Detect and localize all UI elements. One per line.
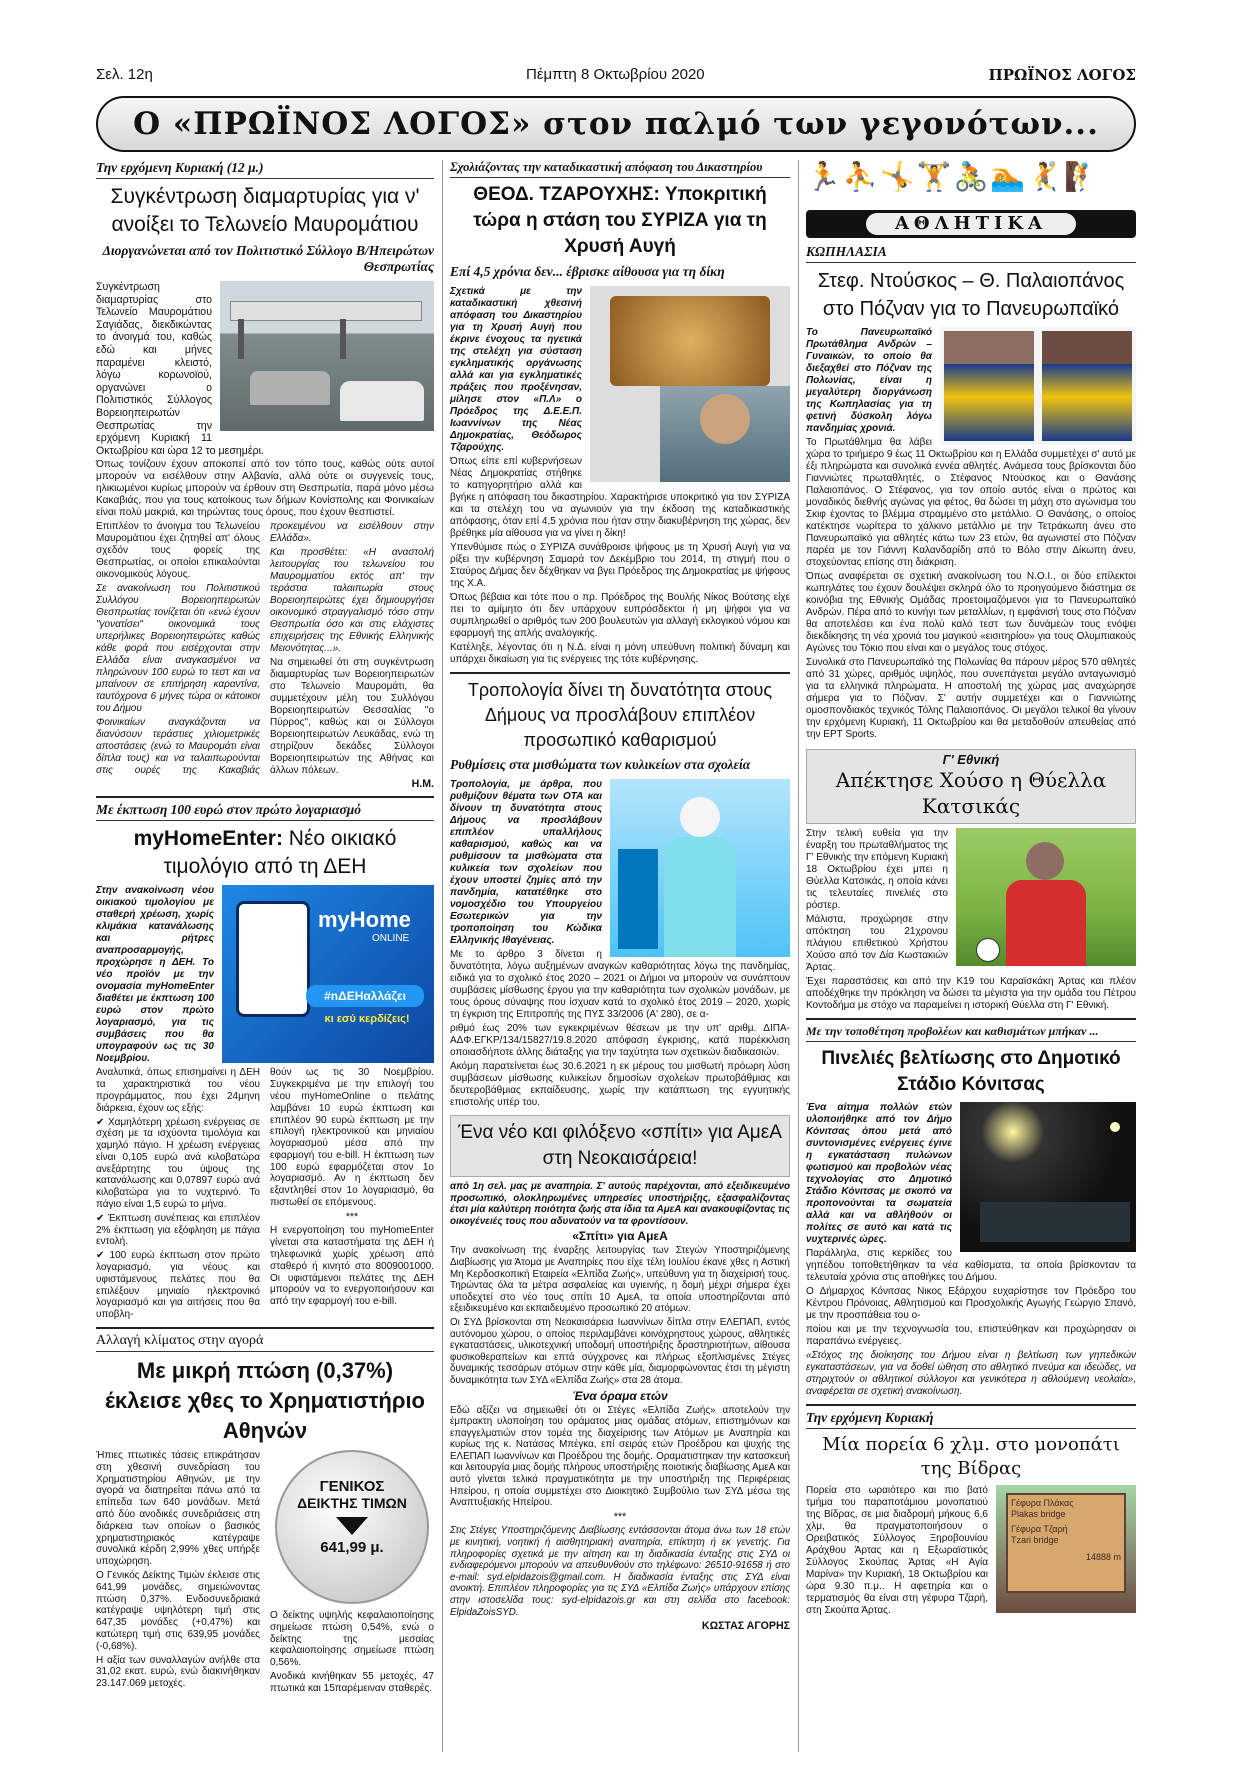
article-paragraph: Ήπιες πτωτικές τάσεις επικράτησαν στη χθεσινή συνεδρίαση του Χρηματιστηρίου Αθηνών, με την αγορά να διατηρείται πάνω από τα επίπεδα των 640 μονάδων. Μετά από δύο ανοδικές συνεδριάσεις στη διάρκεια των οποίων ο βασικός χρηματιστηριακός κατέγραψε συνολικά κέρδη 2,99% χθες υπήρξε υποχώρηση. [96,1450,260,1568]
article-paragraph: Πορεία στο ωραιότερο και πιο βατό τμήμα του παραποτάμιου μονοπατιού της Βίδρας, σε μια διαδρομή μήκους 6,6 χλμ, θα πραγματοποιήσουν ο Ορειβατικός Σύλλογος Ξηροβουνίου Αράχθου Άρτας και η Εξωραϊστικός Σύλλογος Σκούπας Άρτας «Η Αγία Μαρίνα» την Κυριακή, 18 Οκτωβρίου και ώρα 9.30 π.μ.. Η αφετηρία και ο τερματισμός θα είναι στη γέφυρα Τζαρή, στη Σκούπα Άρτας. [806,1485,988,1616]
article-paragraph: Οι ΣΥΔ βρίσκονται στη Νεοκαισάρεια Ιωαννίνων δίπλα στην ΕΛΕΠΑΠ, εντός αυτόνομου χώρου, ο οποίος περιλαμβάνει κοινόχρηστους χώρους, αθλητικές εγκαταστάσεις, υλικοτεχνική υποδομή υποστήριξης δραστηριοτήτων, αίθουσα φυσικοθεραπείων και επτά σύγχρονες και πλήρως εξοπλισμένες Στέγες δυναμικής τεσσάρων ατόμων στην κάθε μία, διαμορφώνοντας έτσι τη μέγιστη δυναμικότητα των ΣΥΔ «Ελπίδα Ζωής» στα 28 άτομα. [450,1316,790,1386]
page-header [96,66,1136,88]
article-lead: Ένα αίτημα πολλών ετών υλοποιήθηκε από τον Δήμο Κόνιτσας όπου μετά από συντονισμένες ενέργειες έγινε η εγκατάσταση πυλώνων φωτισμού και προβολών νέας τεχνολογίας στο Δημοτικό Στάδιο Κόνιτσας με σκοπό να προπονούνται τα σωματεία αλλά και να αθλήθούν οι πολίτες σε αυτό και κατά τις νυχτερινές ώρες. [806,1102,952,1245]
article-paragraph: Κατέληξε, λέγοντας ότι η Ν.Δ. είναι η μόνη υπεύθυνη πολιτική δύναμη και υπάρχει δικαίωση για τις ενέργειες της τότε κυβέρνησης. [450,642,790,665]
article-kicker: Την ερχόμενη Κυριακή [806,1410,1136,1429]
article-subtitle: Ρυθμίσεις στα μισθώματα των κυλικείων στα σχολεία [450,757,751,772]
article-paragraph: Την ανακοίνωση της έναρξης λειτουργίας των Στεγών Υποστηριζόμενης Διαβίωσης για Άτομα με Αναπηρίες που είχε τέλη Ιουλίου έκανε χθες η Αστική Μη Κερδοσκοπική Εταιρεία «Ελπίδα Ζωής», υπεύθυνη για τη διαχείρισή τους. Τηρώντας όλα τα μέτρα ασφαλείας και υγιεινής, η δομή μέχρι σήμερα έχει υποδεχτεί στο νέο τους σπίτι 10 ΑμεΑ, τα οποία υποστηρίζονται από εξειδικευμένο και εκπαιδευμένο προσωπικό 20 ατόμων. [450,1245,790,1315]
article-headline: Πινελιές βελτίωσης στο Δημοτικό Στάδιο Κόνιτσας [821,1048,1121,1095]
sign-text: Tzari bridge [1011,1535,1059,1545]
article-paragraph: Το Πρωτάθλημα θα λάβει χώρα το τριήμερο 9 έως 11 Οκτωβρίου και η Ελλάδα συμμετέχει σ' αυτό με έξι πληρώματα και συνολικά εννέα αθλητές. Ανάμεσα τους βρίσκονται δύο Γιαννιώτες πρωταθλητές, ο Στέφανος Ντούσκος και ο Θανάσης Παλαιοπάνος. Ο Στέφανος, για τον οποίο αυτός είναι ο πρώτος και μοναδικός διεθνής αγώνας για φέτος, θα δώσει τη μάχη στο αγώνισμα του Σκιφ έχοντας το βλέμμα στραμμένο στο μετάλλιο. Ο Θανάσης, ο οποίος κατέκτησε νωρίτερα το χάλκινο μετάλλιο με την Τετράκωπη άνευ στο Πανευρωπαϊκό για αθλητές κάτω των 23 ετών, θα αγωνιστεί στο Πόζναν παρέα με τον Γιάννη Καλανδαρίδη από το Βόλο στην Δίκωπη άνευ, στοχεύοντας επίσης στη διάκριση. [806,437,1136,568]
article-paragraph: Όπως είπε επί κυβερνήσεων Νέας Δημοκρατίας στήθηκε το κατηγορητήριο αλλά και βγήκε η απόφαση του δικαστηρίου. Χαρακτήρισε υποκριτικό για τον ΣΥΡΙΖΑ και τα στελέχη του να αγωνιούν για την έκδοση της καταδικαστικής απόφασης, όταν επί 4,5 χρόνια που ήταν στην διακυβέρνηση της χώρας, δεν βρέθηκε μία αίθουσα για να γίνει η δίκη! [450,456,790,539]
article-paragraph: Φοινικαίων αναγκάζονται να διανύσουν τεράστιες χιλιομετρικές αποστάσεις (ενώ το Μαυρομάτι είναι δίπλα τους) και να ταλαιπωρούνται στις ουρές της Κακαβιάς προκειμένου να εισέλθουν στην Ελλάδα». [96,521,434,777]
article-headline: Απέκτησε Χούσο η Θύελλα Κατσικάς [835,768,1107,818]
badge-value: 641,99 μ. [320,1539,384,1557]
article-kicker: Γ' Εθνική [942,752,1000,767]
paper-name: ΠΡΩΪΝΟΣ ΛΟΓΟΣ [988,66,1136,84]
article-headline: Με μικρή πτώση (0,37%) έκλεισε χθες το Χρηματιστήριο Αθηνών [105,1358,425,1444]
section-heading: Ένα όραμα ετών [572,1388,668,1403]
article-paragraph: ✔ Χαμηλότερη χρέωση ενέργειας σε σχέση με τα ισχύοντα τιμολόγια και χαμηλό πάγιο. Η χρέωση ενέργειας είναι 0,105 ευρώ ανά κιλοβατώρα ανεξάρτητης του ύψους της κατανάλωσης και 0,07897 ευρώ ανά κιλοβατώρα για το νυχτερινό. Το πάγιο είναι 1,5 ευρώ το μήνα. [96,1116,260,1211]
column-divider [442,160,443,1752]
article-lead: από 1η σελ. μας με αναπηρία. Σ' αυτούς παρέχονται, από εξειδικευμένο προσωπικό, ολοκληρωμένες υπηρεσίες υποστήριξης, εξασφαλίζοντας έτσι μία καλύτερη ποιότητα ζωής στα ίδια τα ΑμεΑ και ανακουφίζοντας τις οικογένειές τους που αδυνατούν να τα φροντίσουν. [450,1181,790,1227]
article-paragraph: ✔ 100 ευρώ έκπτωση στον πρώτο λογαριασμό, για νέους και υφιστάμενους πελάτες που θα επιλέξουν μηνιαίο ηλεκτρονικό λογαριασμό και για αιτήσεις που θα υποβλη- [96,1250,260,1321]
badge-line-2: ΔΕΙΚΤΗΣ ΤΙΜΩΝ [297,1495,407,1512]
article-headline: Στεφ. Ντούσκος – Θ. Παλαιοπάνος στο Πόζναν για το Πανευρωπαϊκό [817,270,1125,320]
separator-stars: *** [613,1510,627,1523]
article-paragraph: Ανοδικά κινήθηκαν 55 μετοχές, 47 πτωτικά και 15παρέμειναν σταθερές. [270,1671,434,1694]
article-paragraph: Στις Στέγες Υποστηριζόμενης Διαβίωσης εντάσσονται άτομα άνω των 18 ετών με κινητική, νοητική ή αισθητηριακή αναπηρία, επίκτητη ή εκ γενετής. Για πληροφορίες σχετικά με την αίτηση και τη διαδικασία ένταξης στις ΣΥΔ οι ενδιαφερόμενοι μπορούν να απευθυνθούν στο τηλέφωνο: 26510-91658 ή στο e-mail: syd.elpidazois@gmail.com. Η διαδικασία ένταξης στις ΣΥΔ είναι ανοικτή. Επιπλέον πληροφορίες για τις ΣΥΔ «Ελπίδα Ζωής» υπάρχουν επίσης στην ιστοσελίδα τους: syd-elpidazois.gr και στη σελίδα στο facebook: ElpidaZoisSYD. [450,1525,790,1618]
footballer-photo [956,828,1136,966]
article-lead: Στην ανακοίνωση νέου οικιακού τιμολογίου με σταθερή χρέωση, χωρίς κλιμάκια κατανάλωσης και ρήτρες αναπροσαρμογής, προχώρησε η ΔΕΗ. Το νέο προϊόν με την ονομασία myHomeEnter διαθέτει με έκπτωση 100 ευρώ στον πρώτο λογαριασμό, για τις συμβάσεις που θα υπογραφούν ως τις 30 Νοεμβρίου. [96,885,214,1065]
article-paragraph: Όπως αναφέρεται σε σχετική ανακοίνωση του Ν.Ο.Ι., οι δύο επίλεκτοι κωπηλάτες του έχουν δουλέψει σκληρά όλο το προηγούμενο διάστημα σε κοινόβια της Εθνικής Ομάδας προετοιμαζόμενοι για το Πανευρωπαϊκό Ανδρών. Πέρα από το κυνήγι των μεταλλίων, η εμφάνισή τους στο Πόζναν θα αποτελέσει και ένα πολύ καλό τεστ των δυνάμεών τους ενόψει διεκδίκησης τη νέα χρονιά του μαγικού «εισιτηρίου» για τους Ολυμπιακούς Αγώνες του Τόκιο που είναι και ο μεγάλος τους στόχος. [806,571,1136,654]
page-banner: Ο «ΠΡΩΪΝΟΣ ΛΟΓΟΣ» στον παλμό των γεγονότων... [96,96,1136,152]
headline-bold-part: myHomeEnter: [133,827,283,851]
article-kicker: Με την τοποθέτηση προβολέων και καθισμάτων μπήκαν ... [806,1024,1136,1042]
section-heading: «Σπίτι» για ΑμεΑ [572,1229,668,1244]
trail-sign-photo [996,1485,1136,1613]
article-kicker: Με έκπτωση 100 ευρώ στον πρώτο λογαριασμό [96,802,434,821]
article-headline: ΘΕΟΔ. ΤΖΑΡΟΥΧΗΣ: Υποκριτική τώρα η στάση του ΣΥΡΙΖΑ για τη Χρυσή Αυγή [473,184,767,257]
column-left [96,160,434,1695]
article-paragraph: Ο Γενικός Δείκτης Τιμών έκλεισε στις 641,99 μονάδες, σημειώνοντας πτώση 0,37%. Ενδοσυνεδριακά κατέγραψε υψηλότερη τιμή στις 647,35 μονάδες (+0,47%) και κατώτερη τιμή στις 639,95 μονάδες (-0,68%). [96,1570,260,1652]
stadium-lights-photo [960,1102,1136,1252]
issue-date: Πέμπτη 8 Οκτωβρίου 2020 [526,66,705,83]
article-subtitle: Διοργανώνεται από τον Πολιτιστικό Σύλλογο Β/Ηπειρώτων Θεσπρωτίας [102,243,434,274]
author-signature: Η.Μ. [411,778,434,791]
athletes-silhouettes-icon: 🏃⛹🤸🏋🚴🏊🤾🧗 [806,161,1101,192]
article-paragraph: Επιπλέον το άνοιγμα του Τελωνείου Μαυρομάτιου έχει ζητηθεί απ' όλους σχεδόν τους φορείς της Θεσπρωτίας, οι οποίοι επικαλούνται οικονομικούς λόγους. [96,521,260,581]
down-arrow-icon [336,1517,368,1535]
article-paragraph: Η αξία των συναλλαγών ανήλθε στα 31,02 εκατ. ευρώ, ενώ διακινήθηκαν 23.147.069 μετοχές. [96,1654,260,1690]
headline-rest: Νέο οικιακό τιμολόγιο από τη ΔΕΗ [163,827,397,879]
article-lead: Σχετικά με την καταδικαστική χθεσινή απόφαση του Δικαστηρίου για τη Χρυσή Αυγή που έκρινε ένοχους τα ηγετικά της στελέχη για σύσταση εγκληματικής οργάνωσης αλλά και για εγκληματικές πράξεις που προξένησαν, μίλησε στον «Π.Λ» ο Πρόεδρος της Δ.Ε.Ε.Π. Ιωαννίνων της Νέας Δημοκρατίας, Θεόδωρος Τζαρούχης. [450,286,582,453]
article-kicker: Σχολιάζοντας την καταδικαστική απόφαση του Δικαστηρίου [450,160,790,178]
article-paragraph: Ακόμη παρατείνεται έως 30.6.2021 η εκ μέρους του μισθωτή πρόωρη λύση συμβάσεων μίσθωσης κυλικείων δημοσίων σχολείων πρωτοβάθμιας και δευτεροβάθμιας εκπαίδευσης, χωρίς την κατάπτωση της εγγυητικής επιστολής υπέρ του. [450,1061,790,1108]
article-paragraph: Υπενθύμισε πώς ο ΣΥΡΙΖΑ συνάθροισε ψήφους με τη Χρυσή Αυγή για να ρίξει την κυβέρνηση Σαμαρά τον Δεκέμβριο του 2014, τη στιγμή που ο Σταύρος Δήμας δεν δέχθηκαν να βγει Πρόεδρος της Δημοκρατίας με ψήφους της Χ.Α. [450,542,790,589]
article-subtitle: Επί 4,5 χρόνια δεν... έβρισκε αίθουσα για τη δίκη [450,264,725,279]
index-badge [275,1450,429,1604]
article-paragraph: Με το άρθρο 3 δίνεται η δυνατότητα, λόγω αυξημένων αναγκών καθαριότητας λόγω της πανδημίας, ειδικά για το σχολικό έτος 2020 – 2021 οι Δήμοι να μπορούν να συνάπτουν συμβάσεις μίσθωσης έργου για την καθαριότητα των σχολικών μονάδων, με τους όρους σύναψης που ίσχυαν κατά το σχολικό έτος 2019 – 2020, χωρίς τη έγκριση της Επιτροπής της ΠΥΣ 33/2006 (Α' 280), σε α- [450,949,790,1020]
sign-text: 14888 m [1085,1552,1121,1562]
article-paragraph: «Στόχος της διοίκησης του Δήμου είναι η βελτίωση των γηπεδικών εγκαταστάσεων, για να δοθεί ώθηση στο αθλητικό πνεύμα και ιδεώδες, να στηριχτούν οι αθλητικοί σύλλογοι και γενικότερα η αθλούμενη νεολαία», αναφέρεται σε σχετική ανακοίνωση. [806,1350,1136,1397]
article-paragraph: Ο δείκτης υψηλής κεφαλαιοποίησης σημείωσε πτώση 0,54%, ενώ ο δείκτης της μεσαίας κεφαλαιοποίησης σημείωσε πτώση 0,56%. [270,1610,434,1669]
author-signature: ΚΩΣΤΑΣ ΑΓΟΡΗΣ [701,1620,790,1633]
article-kicker: Την ερχόμενη Κυριακή (12 μ.) [96,160,434,179]
article-paragraph: ποίου και με την τεχνογνωσία του, επιστεύθηκαν και προχώρησαν οι παραπάνω ενέργειες. [806,1324,1136,1347]
sports-section-header [806,160,1136,238]
article-kicker: ΚΩΠΗΛΑΣΙΑ [806,244,1136,263]
column-divider [798,160,799,1752]
article-paragraph: Συγκέντρωση διαμαρτυρίας στο Τελωνείο Μαυρομάτιου Σαγιάδας, διεκδικώντας το άνοιγμά του, καθώς εδώ και μήνες παραμένει κλειστό, λόγω κορωνοϊού, οργανώνει ο Πολιτιστικός Σύλλογος Βορειοηπειρωτών Θεσπρωτίας την ερχόμενη Κυριακή 11 Οκτωβρίου και ώρα 12 το μεσημέρι. [96,281,264,457]
badge-line-1: ΓΕΝΙΚΟΣ [319,1478,385,1496]
article-lead: Τροπολογία, με άρθρα, που ρυθμίζουν θέματα των ΟΤΑ και δίνουν τη δυνατότητα στους Δήμους να προσλάβουν επιπλέον υπαλλήλους καθαρισμού, καθώς και να ρυθμίσουν τα μισθώματα στα κυλικεία των σχολείων που έχουν υποστεί ζημίες από την πανδημία, κατατέθηκε στο νομοσχέδιο του Υπουργείου Εσωτερικών για την τροποποίηση του Κώδικα Ελληνικής Ιθαγένειας. [450,779,602,946]
article-headline: Ένα νέο και φιλόξενο «σπίτι» για ΑμεΑ στη Νεοκαισάρεια! [458,1122,782,1169]
separator-stars: *** [345,1210,359,1223]
article-headline: Μία πορεία 6 χλμ. στο μονοπάτι της Βίδρας [822,1434,1120,1479]
sign-text: Γέφυρα Πλάκας [1011,1498,1074,1508]
article-lead: Το Πανευρωπαϊκό Πρωτάθλημα Ανδρών – Γυναικών, το οποίο θα διεξαχθεί στο Πόζναν της Πολωνίας, είναι η μεγαλύτερη διοργάνωση της Κωπηλασίας για τη φετινή δύσκολη λόγω πανδημίας χρονιά. [806,327,932,434]
article-kicker: Αλλαγή κλίματος στην αγορά [96,1333,434,1352]
article-paragraph: θούν ως τις 30 Νοεμβρίου. Συγκεκριμένα με την επιλογή του νέου myHomeOnline ο πελάτης λαμβάνει 10 ευρώ έκπτωση και επιπλέον 90 ευρώ έκπτωση με την επιλογή ηλεκτρονικού και μηνιαίου λογαριασμού μέσα από την εφαρμογή του e-bill. Η έκπτωση των 100 ευρώ εφαρμόζεται στον 1ο λογαριασμό. Αν η έκπτωση δεν εξαντληθεί στον 1ο λογαριασμό, θα πιστωθεί σε επόμενους. [270,1067,434,1209]
article-paragraph: Η ενεργοποίηση του myHomeEnter γίνεται στα καταστήματα της ΔΕΗ ή τηλεφωνικά χωρίς χρέωση από σταθερό ή κινητό στο 8009001000. Οι υφιστάμενοι πελάτες της ΔΕΗ μπορούν να το ενεργοποιήσουν και από την εφαρμογή του e-bill. [270,1225,434,1308]
article-paragraph: Έχει παραστάσεις και από την Κ19 του Καραϊσκάκη Άρτας και πλέον αποδέχθηκε την πρόκληση να δώσει τα μέγιστα για την ομάδα του Πέτρου Κοντοδήμα με στόχο να παραμείνει η ιστορική Θύελλα στη Γ' Εθνική. [806,976,1136,1011]
sports-band-label: ΑΘΛΗΤΙΚΑ [866,213,1076,235]
article-headline: Τροπολογία δίνει τη δυνατότητα στους Δήμους να προσλάβουν επιπλέον προσωπικό καθαρισμού [467,680,773,750]
article-paragraph: Όπως τονίζουν έχουν αποκοπεί από τον τόπο τους, καθώς ούτε αυτοί μπορούν να εισέλθουν στην Αλβανία, αλλά ούτε οι συγγενείς τους, ηλικιωμένοι κυρίως μπορούν να έρθουν στη Θεσπρωτία, παρά μόνο μέσω Κακαβιάς, που για τους κατοίκους των δήμων Κονίσπολης και Φοινικαίων είναι πολύ μακριά, και τηρώντας τους όρους, που έχουν θεσπιστεί. [96,459,434,519]
article-paragraph: Και προσθέτει: «Η αναστολή λειτουργίας του τελωνείου του Μαυρομματίου εκτός απ' την τεράστια ταλαιπωρία στους Βορειοηπειρώτες έχει δημιουργήσει οικονομικό στραγγαλισμό τόσο στην Θεσπρωτία όσο και στις ελάχιστες επιχειρήσεις της Εθνικής Ελληνικής Μειονότητας...». [270,547,434,655]
article-headline-box [450,1115,790,1177]
article-paragraph: Εδώ αξίζει να σημειωθεί ότι οι Στέγες «Ελπίδα Ζωής» αποτελούν την έμπρακτη υλοποίηση του οράματος μιας ομάδας ατόμων, επιστημόνων και επαγγελματιών στον τομέα της διαχείρισης των Ατόμων με Αναπηρία και κυρίως της κ. Νατάσας Μπέγκα, επί σειράς ετών Προέδρου και ψυχής της ΕΛΕΠΑΠ Ιωαννίνων και Προέδρου της δομής. Οραματιστηκαν την κατασκευή και λειτουργία μιας δομής πλήρους υποστήριξης ποιοτικής διαβίωσης ΑμεΑ και αυτό γίνεται τελικά πραγματικότητα με την υποστήριξη της Περιφέρειας Ηπείρου, η οποία συμμετέχει στο Διοικητικό Συμβούλιο των ΣΥΔ μέσω της Αναπτυξιακής Ηπείρου. [450,1404,790,1509]
cleaner-photo [610,779,790,957]
ad-hashtag: #nΔΕΗαλλάζει [306,985,424,1007]
article-paragraph: ριθμό έως 20% των εγκεκριμένων θέσεων με την υπ' αριθμ. ΔΙΠΑ-ΑΔΦ.ΕΓΚΡ/134/15827/19.8.2020 απόφαση έγκρισης, κατά παρέκκλιση οποιασδήποτε άλλης διάταξης για την ταχύτητα των σχετικών διαδικασιών. [450,1023,790,1058]
article-headline [96,825,434,881]
sign-text: Plakas bridge [1011,1509,1066,1519]
article-paragraph: Μάλιστα, προχώρησε στην απόκτηση του 21χρονου πλάγιου επιθετικού Χρήστου Χούσο από τον Δία Κωστακιών Άρτας. [806,914,948,973]
article-paragraph: Συνολικά στο Πανευρωπαϊκό της Πολωνίας θα πάρουν μέρος 570 αθλητές από 31 χώρες, αριθμός υψηλός, που συνεπάγεται μεγάλο ανταγωνισμό για τα ελληνικά πληρώματα. Η αποστολή της χώρας μας αναχώρησε σήμερα για το Πόζναν. Σ' αυτήν συμμετέχει και ο Γιαννιώτης ομοσπονδιακός τεχνικός Τόλης Παλαιοπάνος. Οι μεγάλοι τελικοί θα γίνουν την ερχόμενη Κυριακή, 11 Οκτωβρίου και θα μεταδοθούν απευθείας από την ΕΡΤ Sports. [806,657,1136,740]
article-paragraph: Σε ανακοίνωση του Πολιτιστικού Συλλόγου Βορειοηπειρωτών Θεσπρωτίας τονίζεται ότι «ενώ έχουν "γονατίσει" οικονομικά τους υπερήλικες Βορειοηπειρώτες καθώς κάθε φορά που εισέρχονται στην Ελλάδα είναι αναγκασμένοι να πληρώνουν 100 ευρώ το τεστ και να μπαίνουν σε επιτήρηση καραντίνα, ταυτόχρονα 6 μήνες τώρα οι κάτοικοι του Δήμου [96,583,260,715]
article-paragraph: Όπως βέβαια και τότε που ο πρ. Πρόεδρος της Βουλής Νίκος Βούτσης είχε πει το αμίμητο ότι δεν υπάρχουν ευπρόσδεκτοι ή μη ψήφοι για να συμπληρωθεί ο αριθμός των 200 βουλευτών για αλλαγή εκλογικού νόμου και εφαρμογή της απλής αναλογικής. [450,592,790,639]
article-paragraph: Ο Δήμαρχος Κόνιτσας Νικος Εξάρχου ευχαρίστησε τον Πρόεδρο του Κέντρου Πρόνοιας, Αθλητισμού και Προσχολικής Αγωγής Γεώργιο Σπανό, με την προσπάθεια του ο- [806,1286,1136,1321]
page-number: Σελ. 12η [96,66,153,83]
article-paragraph: Να σημειωθεί ότι στη συγκέντρωση διαμαρτυρίας των Βορειοηπειρωτών στο Τελωνείο Μαυρομάτι, θα συμμετέχουν μέλη του Συλλόγου Βορειοηπειρωτών Θεσσαλίας "ο Πύρρος", καθώς και οι Σύλλογοι Βορειοηπειρωτών Λευκάδας, ενώ τη στηρίζουν δεκάδες Σύλλογοι Βορειοηπειρωτών της Αθήνας και άλλων πόλεων. [270,657,434,777]
column-middle [450,160,790,1632]
column-right [806,160,1136,1619]
customs-photo [220,281,434,431]
article-headline-box [806,749,1136,824]
article-paragraph: Παράλληλα, στις κερκίδες του γηπέδου τοποθετήθηκαν τα νέα καθίσματα, τα οποία βρίσκονταν τα τελευταία χρόνια στις αποθήκες του Δήμου. [806,1248,1136,1283]
ad-brand: myHome [318,907,411,933]
ad-slogan: κι εσύ κερδίζεις! [324,1013,410,1026]
ad-brand-sub: ONLINE [372,933,410,945]
article-paragraph: Στην τελική ευθεία για την έναρξη του πρωταθλήματος της Γ' Εθνικής την επόμενη Κυριακή 18 Οκτωβρίου έχει μπει η Θύελλα Κατσικάς, η οποία κάνει τις τελευταίες πινελιές στο ρόστερ. [806,828,948,911]
sign-text: Γέφυρα Τζαρή [1011,1524,1068,1534]
article-headline: Συγκέντρωση διαμαρτυρίας για ν' ανοίξει το Τελωνείο Μαυρομάτιου [110,185,420,236]
justice-scales-photo [590,286,790,482]
rowers-photo [940,327,1136,445]
article-paragraph: Αναλυτικά, όπως επισημαίνει η ΔΕΗ τα χαρακτηριστικά του νέου προγράμματος, που έχει 24μηνη διάρκεια, έχουν ως εξής: [96,1067,260,1114]
article-paragraph: ✔ Έκπτωση συνέπειας και επιπλέον 2% έκπτωση για εξόφληση με πάγια εντολή. [96,1212,260,1248]
dei-ad-image [222,885,434,1063]
